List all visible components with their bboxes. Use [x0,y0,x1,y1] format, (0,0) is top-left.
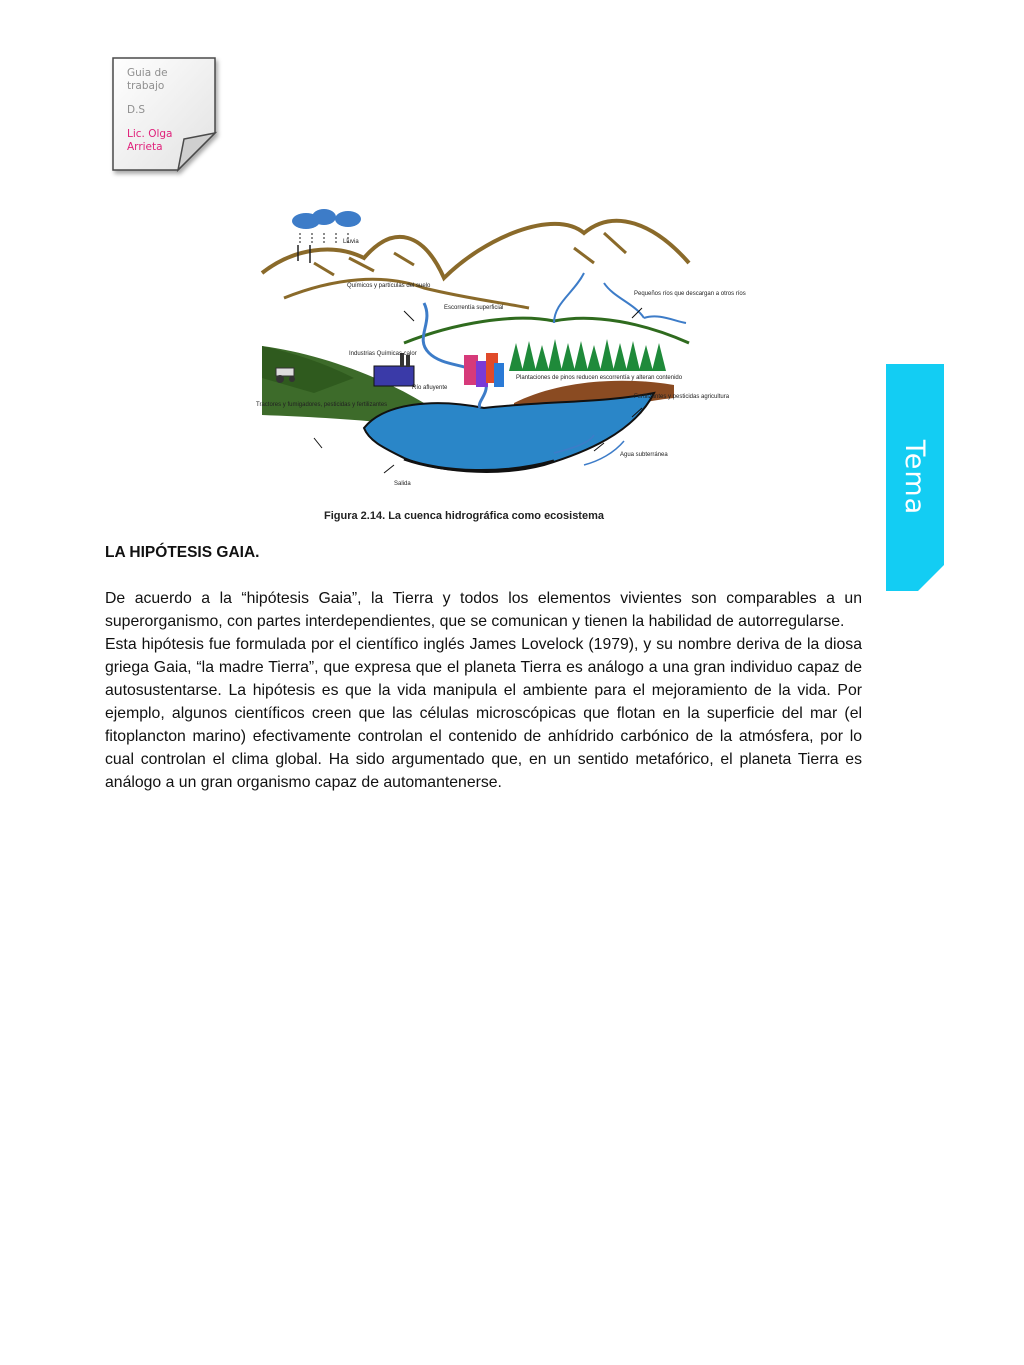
pine-trees [509,339,666,371]
label-fertilizantes: Fertilizantes y pesticidas agricultura [634,394,730,400]
label-agua-subterranea: Agua subterránea [620,452,668,458]
label-lluvia: Lluvia [343,239,359,245]
article-title: LA HIPÓTESIS GAIA. [105,544,260,561]
label-tractores: Tractores y fumigadores, pesticidas y fertilizantes [256,402,388,408]
figure-caption: Figura 2.14. La cuenca hidrográfica como ecosistema [324,510,604,522]
note-title: Guia de trabajo [127,67,168,92]
cloud-icon [292,209,361,263]
label-salida: Salida [394,481,411,487]
article-paragraph-1: De acuerdo a la “hipótesis Gaia”, la Tierra y todos los elementos vivientes son comparables a un superorganismo, con partes interdependientes, que se comunican y tienen la habilidad de autorregularse. [105,590,862,630]
town-icon [464,353,504,387]
label-quimicos: Químicos y partículas del suelo [347,283,431,289]
label-industrias: Industrias Químicas calor [349,351,417,357]
side-tab-label: Tema [899,439,931,516]
note-author: Lic. Olga Arrieta [127,128,173,153]
article-paragraph-2: Esta hipótesis fue formulada por el científico inglés James Lovelock (1979), y su nombre deriva de la diosa griega Gaia, “la madre Tierra”, que expresa que el planeta Tierra es análogo a una gran individuo capaz de autosustentarse. La hipótesis es que la vida manipula el ambiente para el mejoramiento de la vida. Por ejemplo, algunos científicos creen que las células microscópicas que flotan en la superficie del mar (el fitoplancton marino) efectivamente controlan el contenido de anhídrido carbónico de la atmósfera, por lo cual controlan el clima global. Ha sido argumentado que, en un sentido metafórico, el planeta Tierra es análogo a un gran organismo capaz de automantenerse. [105,636,862,791]
label-pequenos-rios: Pequeños ríos que descargan a otros ríos [634,291,746,297]
side-tab [886,364,944,591]
label-plantaciones: Plantaciones de pinos reducen escorrentía y alteran contenido [516,375,683,381]
factory-icon [374,353,414,386]
label-escorrentia: Escorrentía superficial [444,305,504,311]
watershed-illustration [254,203,746,528]
article [105,541,862,794]
label-rio-afluyente: Río afluyente [412,385,448,391]
watershed-figure [254,203,746,528]
note-subject: D.S [127,104,146,116]
sticky-note [112,57,216,171]
